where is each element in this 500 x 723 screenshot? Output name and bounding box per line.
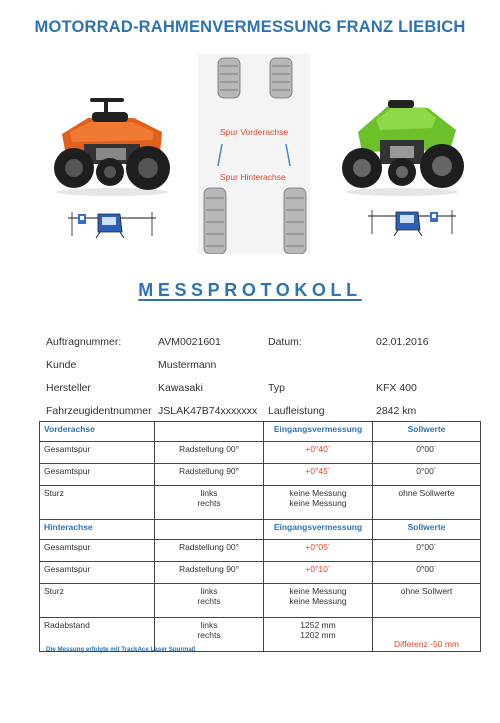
measurement-table (39, 421, 481, 652)
side-right: rechts (197, 596, 221, 606)
info-label: Auftragnummer: (46, 336, 122, 348)
rear-axle-header: Hinterachse (40, 520, 155, 540)
info-value: Kawasaki (158, 382, 203, 394)
info-value: Mustermann (158, 359, 217, 371)
side-right: rechts (197, 630, 221, 640)
measured-right: 1202 mm (300, 630, 336, 640)
side-left: links (200, 586, 218, 596)
row-name: Radabstand (40, 618, 155, 652)
laser-gauge-icon (68, 208, 156, 240)
front-axle-header: Vorderachse (40, 422, 155, 442)
orange-atv-image (48, 88, 176, 196)
toe-diagram (198, 54, 310, 254)
table-row (40, 442, 481, 464)
green-atv-image (336, 92, 466, 196)
side-left: links (200, 620, 218, 630)
table-row (40, 486, 481, 520)
row-name: Sturz (40, 584, 155, 618)
row-measured: +0°10´ (264, 562, 373, 584)
row-measured: +0°05´ (264, 540, 373, 562)
table-row (40, 584, 481, 618)
table-row (40, 540, 481, 562)
measured-right: keine Messung (289, 596, 347, 606)
input-measurement-header: Eingangsvermessung (264, 520, 373, 540)
info-value: KFX 400 (376, 382, 417, 394)
front-toe-label: Spur Vorderachse (220, 127, 289, 137)
measured-right: keine Messung (289, 498, 347, 508)
row-target: ohne Sollwerte (373, 486, 481, 520)
measured-left: keine Messung (289, 488, 347, 498)
row-name: Gesamtspur (40, 442, 155, 464)
table-row (40, 520, 481, 540)
row-target: ohne Sollwert (373, 584, 481, 618)
row-target: 0°00´ (373, 464, 481, 486)
side-left: links (200, 488, 218, 498)
info-label: Fahrzeugidentnummer (46, 405, 152, 417)
info-label: Typ (268, 382, 285, 394)
target-values-header: Sollwerte (373, 520, 481, 540)
target-values-header: Sollwerte (373, 422, 481, 442)
info-value: 02.01.2016 (376, 336, 429, 348)
info-label: Kunde (46, 359, 77, 371)
info-value: JSLAK47B74xxxxxxx (158, 405, 258, 417)
table-row (40, 562, 481, 584)
row-target: 0°00´ (373, 540, 481, 562)
table-row (40, 464, 481, 486)
measured-left: 1252 mm (300, 620, 336, 630)
row-name: Gesamtspur (40, 464, 155, 486)
row-name: Gesamtspur (40, 540, 155, 562)
row-name: Sturz (40, 486, 155, 520)
footer-note: Die Messung erfolgte mit TrackAce Laser Spurmaß (46, 646, 196, 653)
row-setting: Radstellung 90° (155, 562, 264, 584)
row-setting: Radstellung 00° (155, 540, 264, 562)
info-label: Hersteller (46, 382, 91, 394)
side-right: rechts (197, 498, 221, 508)
rear-toe-label: Spur Hinterachse (220, 172, 286, 182)
info-value: 2842 km (376, 405, 417, 417)
page-header-title: MOTORRAD-RAHMENVERMESSUNG FRANZ LIEBICH (34, 18, 466, 36)
info-label: Datum: (268, 336, 302, 348)
difference-value: Differenz -50 mm (373, 618, 481, 652)
row-setting: Radstellung 00° (155, 442, 264, 464)
row-measured: +0°45´ (264, 464, 373, 486)
row-setting: Radstellung 90° (155, 464, 264, 486)
table-row (40, 422, 481, 442)
laser-gauge-icon (368, 206, 456, 238)
row-name: Gesamtspur (40, 562, 155, 584)
info-value: AVM0021601 (158, 336, 221, 348)
measured-left: keine Messung (289, 586, 347, 596)
row-target: 0°00´ (373, 562, 481, 584)
info-label: Laufleistung (268, 405, 325, 417)
row-target: 0°00´ (373, 442, 481, 464)
input-measurement-header: Eingangsvermessung (264, 422, 373, 442)
document-title: MESSPROTOKOLL (138, 280, 362, 300)
row-measured: +0°40´ (264, 442, 373, 464)
